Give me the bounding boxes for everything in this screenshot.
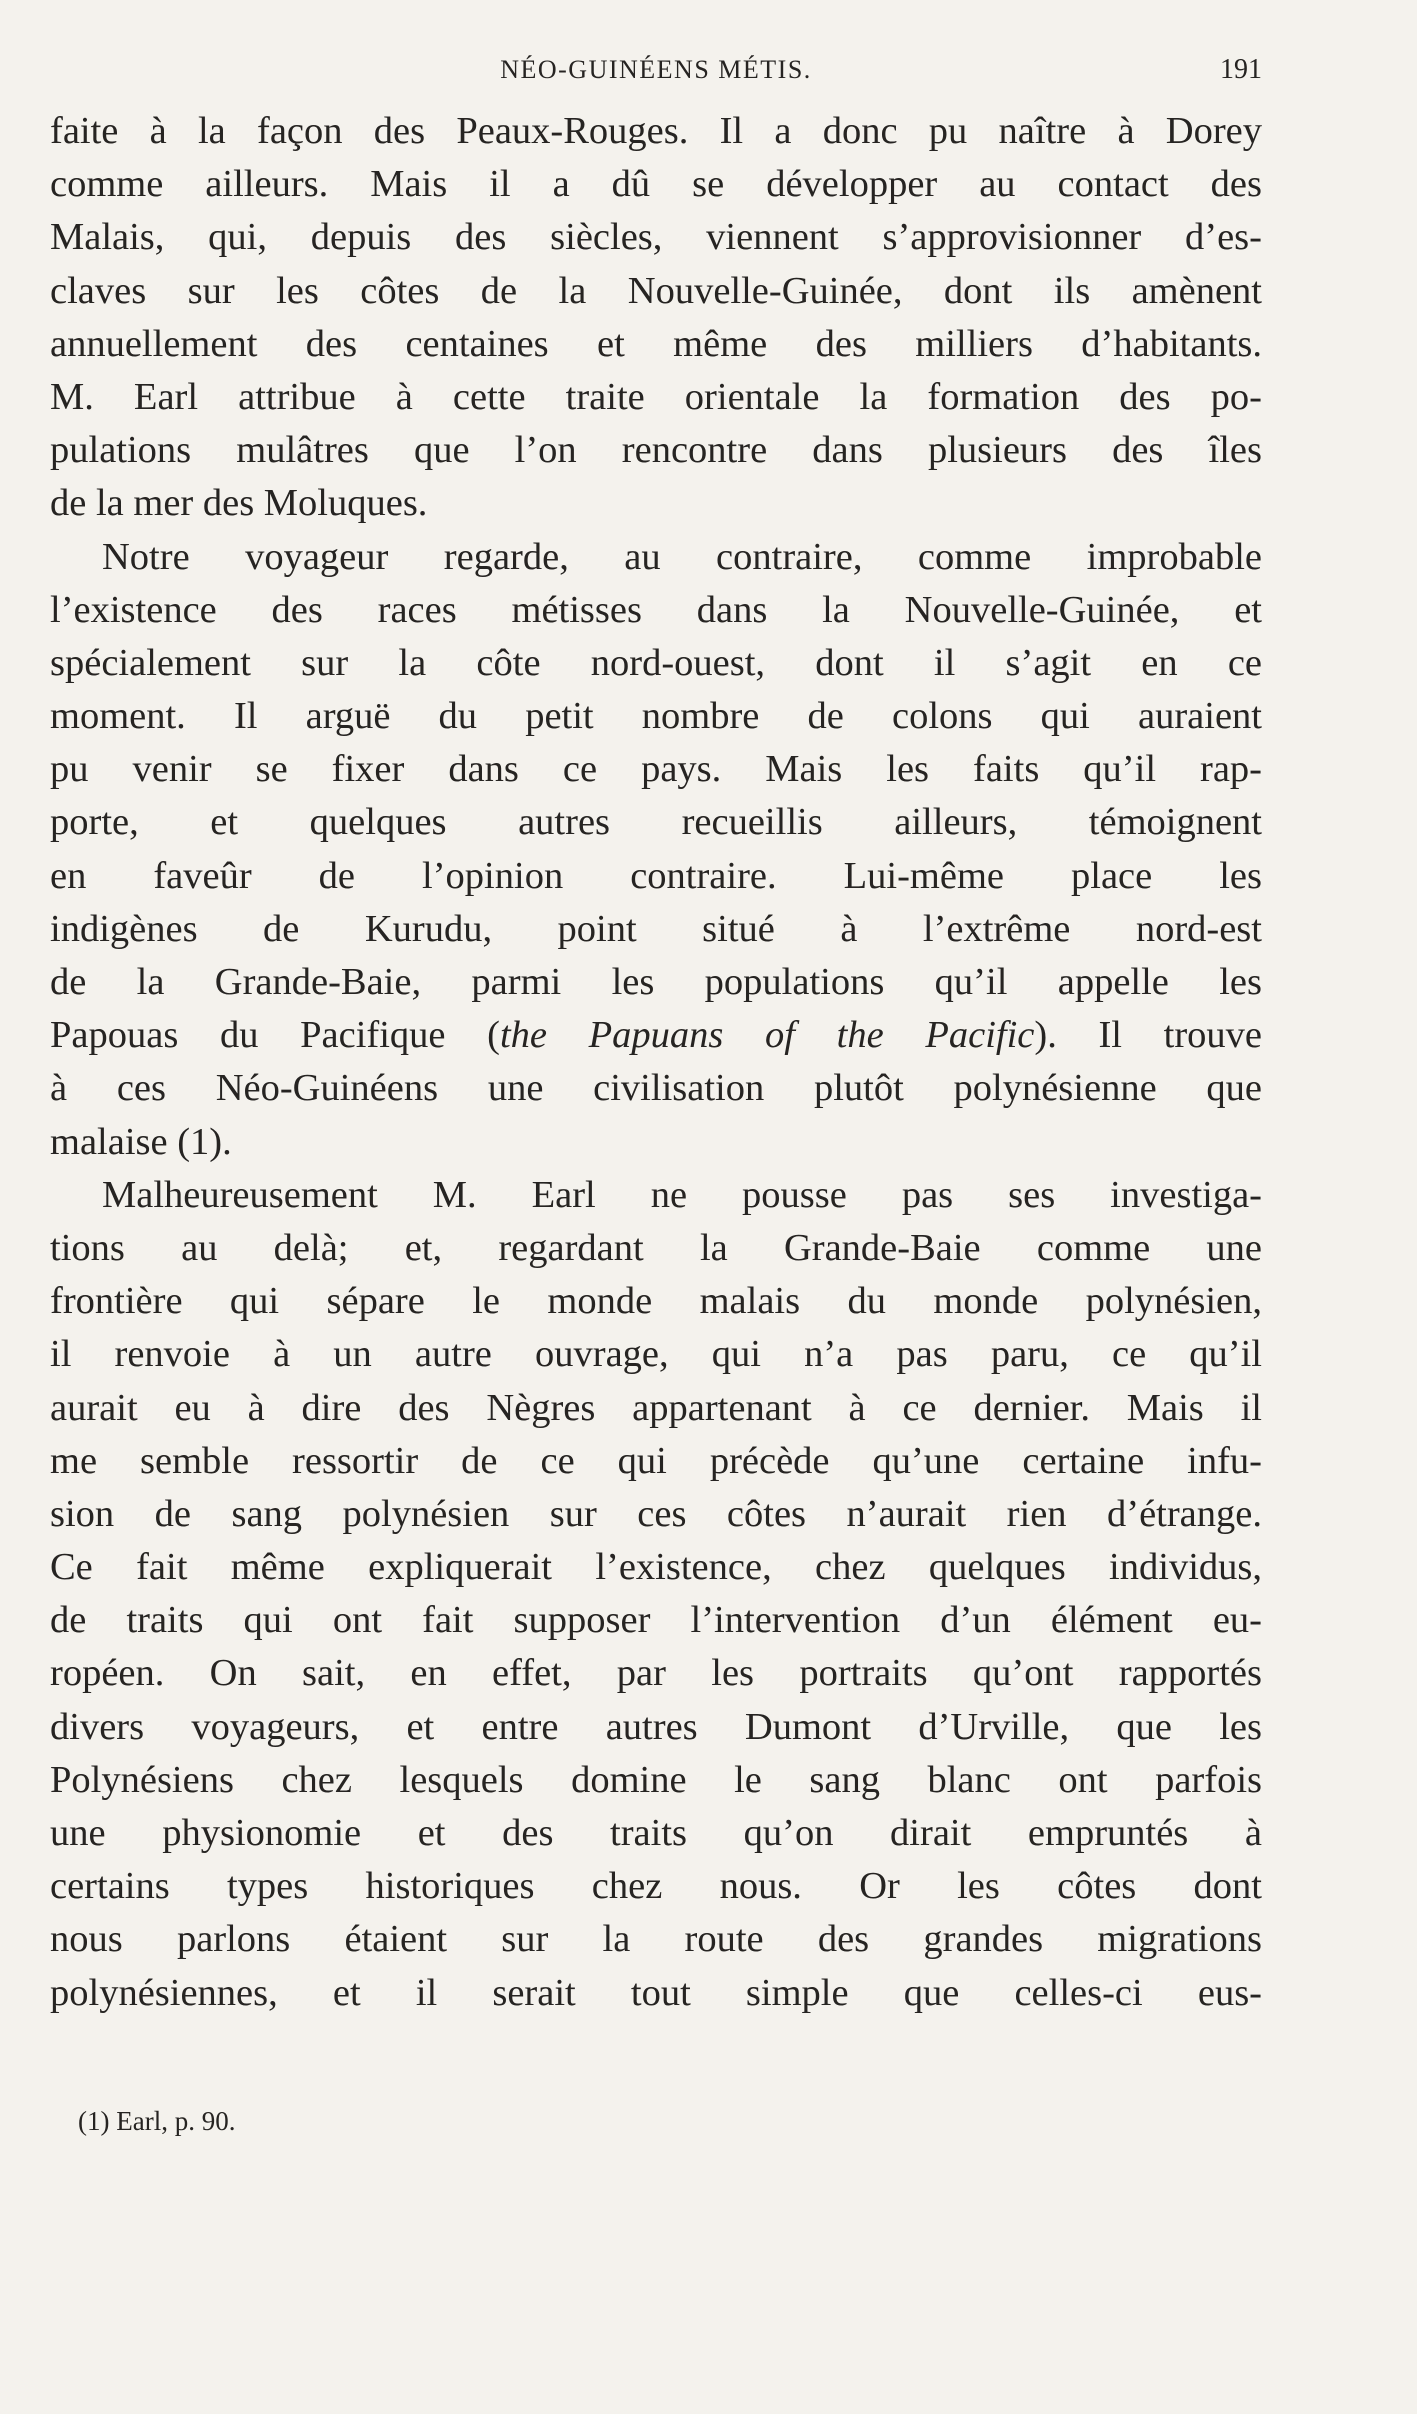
text-line: ropéen. On sait, en effet, par les portraits qu’ont rapportés	[50, 1652, 1262, 1695]
text-line: polynésiennes, et il serait tout simple que celles-ci eus-	[50, 1971, 1262, 2014]
text-line: aurait eu à dire des Nègres appartenant à ce dernier. Mais il	[50, 1386, 1262, 1429]
text-line: à ces Néo-Guinéens une civilisation plutôt polynésienne que	[50, 1067, 1262, 1110]
text-line: indigènes de Kurudu, point situé à l’extrême nord-est	[50, 907, 1262, 950]
text-line-with-italic	[50, 1009, 1262, 1062]
text-line: une physionomie et des traits qu’on dirait empruntés à	[50, 1812, 1262, 1854]
running-title: NÉO-GUINÉENS MÉTIS.	[500, 55, 812, 84]
text-line: Notre voyageur regarde, au contraire, comme improbable	[102, 535, 1262, 578]
text-line: il renvoie à un autre ouvrage, qui n’a pas paru, ce qu’il	[50, 1333, 1262, 1376]
text-line: annuellement des centaines et même des milliers d’habitants.	[50, 322, 1262, 365]
page-number: 191	[1220, 54, 1262, 85]
footnote: (1) Earl, p. 90.	[78, 2106, 236, 2136]
text-line: comme ailleurs. Mais il a dû se développer au contact des	[50, 163, 1262, 206]
text-line: frontière qui sépare le monde malais du monde polynésien,	[50, 1280, 1262, 1323]
text-line: tions au delà; et, regardant la Grande-Baie comme une	[50, 1226, 1262, 1269]
text-line: l’existence des races métisses dans la Nouvelle-Guinée, et	[50, 588, 1262, 631]
body-text	[50, 105, 1262, 2020]
text-line: me semble ressortir de ce qui précède qu’une certaine infu-	[50, 1439, 1262, 1482]
text-segment: ). Il trouve	[1034, 1014, 1262, 1057]
text-line: faite à la façon des Peaux-Rouges. Il a donc pu naître à Dorey	[50, 110, 1262, 152]
text-line: malaise (1).	[50, 1120, 232, 1163]
text-line: nous parlons étaient sur la route des grandes migrations	[50, 1918, 1262, 1961]
text-line: pulations mulâtres que l’on rencontre dans plusieurs des îles	[50, 429, 1262, 472]
text-line: pu venir se fixer dans ce pays. Mais les faits qu’il rap-	[50, 748, 1262, 791]
text-line: claves sur les côtes de la Nouvelle-Guinée, dont ils amènent	[50, 269, 1262, 312]
text-line: Ce fait même expliquerait l’existence, chez quelques individus,	[50, 1546, 1262, 1589]
text-line: divers voyageurs, et entre autres Dumont d’Urville, que les	[50, 1705, 1262, 1748]
italic-title: the Papuans of the Pacific	[499, 1014, 1035, 1057]
text-line: moment. Il arguë du petit nombre de colons qui auraient	[50, 695, 1262, 738]
text-line: certains types historiques chez nous. Or les côtes dont	[50, 1865, 1262, 1908]
text-line: de la Grande-Baie, parmi les populations qu’il appelle les	[50, 961, 1262, 1003]
text-line: Polynésiens chez lesquels domine le sang blanc ont parfois	[50, 1758, 1262, 1801]
text-segment: Papouas du Pacifique (	[50, 1014, 500, 1057]
text-line: de traits qui ont fait supposer l’intervention d’un élément eu-	[50, 1599, 1262, 1642]
text-line: Malais, qui, depuis des siècles, viennent s’approvisionner d’es-	[50, 216, 1262, 259]
text-line: sion de sang polynésien sur ces côtes n’aurait rien d’étrange.	[50, 1492, 1262, 1535]
text-line: M. Earl attribue à cette traite orientale la formation des po-	[50, 375, 1262, 418]
text-line: spécialement sur la côte nord-ouest, dont il s’agit en ce	[50, 641, 1262, 684]
text-line: Malheureusement M. Earl ne pousse pas ses investiga-	[102, 1173, 1262, 1216]
running-header	[50, 52, 1262, 92]
text-line: en faveûr de l’opinion contraire. Lui-même place les	[50, 854, 1262, 897]
text-line: porte, et quelques autres recueillis ailleurs, témoignent	[50, 801, 1262, 844]
text-line: de la mer des Moluques.	[50, 482, 428, 525]
